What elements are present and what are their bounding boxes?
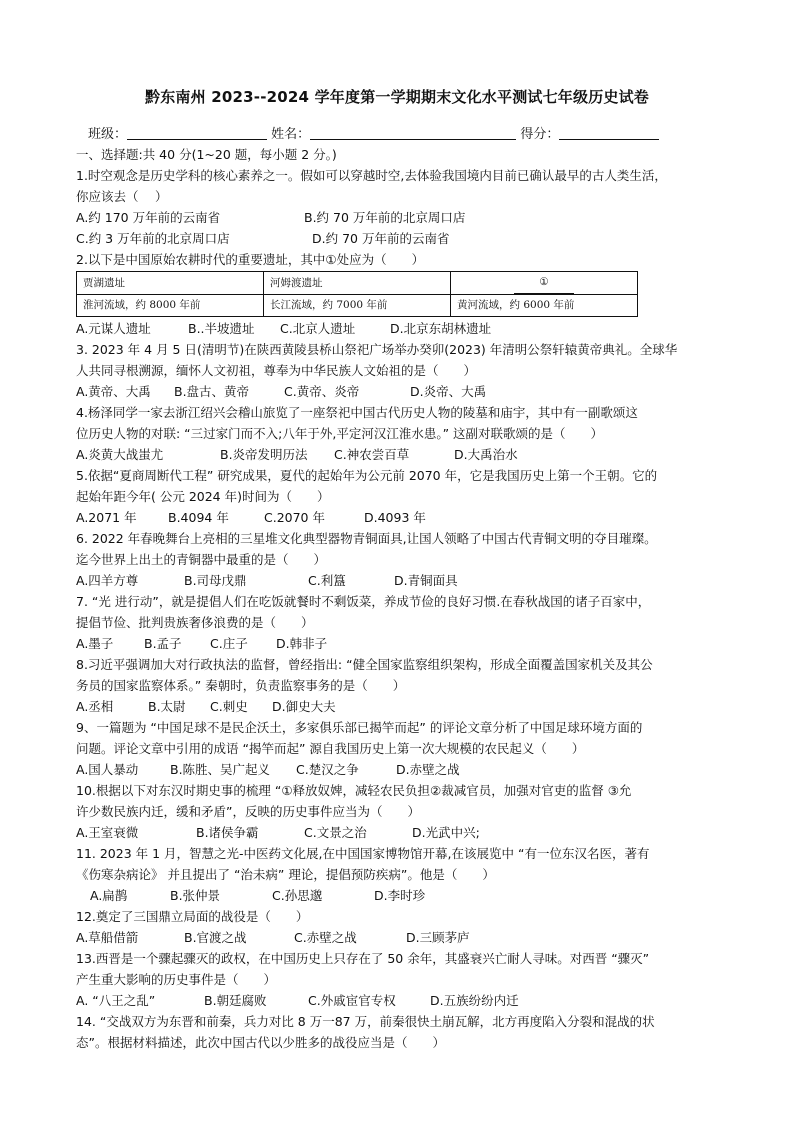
option-row bbox=[76, 381, 724, 402]
name-field[interactable] bbox=[310, 125, 516, 140]
table-cell: 长江流域，约 7000 年前 bbox=[264, 295, 451, 317]
option-d[interactable]: D.光武中兴; bbox=[412, 825, 480, 840]
option-b[interactable]: B.诸侯争霸 bbox=[196, 825, 259, 840]
question-14 bbox=[76, 1011, 724, 1053]
option-c[interactable]: C.文景之治 bbox=[304, 825, 367, 840]
question-text: 10.根据以下对东汉时期史事的梳理 “①释放奴婢，减轻农民负担②裁减官员，加强对官吏的监督 ③允 bbox=[76, 783, 632, 798]
question-text: 问题。评论文章中引用的成语 “揭竿而起” 源自我国历史上第一次大规模的农民起义（ ） bbox=[76, 741, 585, 756]
question-text: 5.依据“夏商周断代工程” 研究成果，夏代的起始年为公元前 2070 年，它是我国历史上第一个王朝。它的 bbox=[76, 468, 658, 483]
question-text: 13.西晋是一个骤起骤灭的政权，在中国历史上只存在了 50 余年，其盛衰兴亡耐人寻味。对西晋 “骤灭” bbox=[76, 951, 650, 966]
option-b[interactable]: B.司母戊鼎 bbox=[184, 573, 247, 588]
student-info-row bbox=[88, 123, 659, 142]
question-text: 4.杨泽同学一家去浙江绍兴会稽山旅览了一座祭祀中国古代历史人物的陵墓和庙宇，其中有一副歌颂这 bbox=[76, 405, 638, 420]
option-b[interactable]: B.孟子 bbox=[144, 636, 182, 651]
question-text: 1.时空观念是历史学科的核心素养之一。假如可以穿越时空,去体验我国境内目前已确认最早的古人类生活， bbox=[76, 168, 667, 183]
option-row bbox=[76, 228, 724, 249]
option-row bbox=[76, 927, 724, 948]
option-d[interactable]: D.赤壁之战 bbox=[396, 762, 460, 777]
option-row bbox=[76, 444, 724, 465]
exam-content bbox=[76, 144, 724, 1053]
sites-table bbox=[76, 271, 638, 317]
option-a[interactable]: A.约 170 万年前的云南省 bbox=[76, 210, 221, 225]
option-c[interactable]: C.刺史 bbox=[210, 699, 248, 714]
question-4 bbox=[76, 402, 724, 465]
section-heading: 一、选择题:共 40 分(1~20 题，每小题 2 分。) bbox=[76, 147, 337, 162]
option-d[interactable]: D.御史大夫 bbox=[272, 699, 336, 714]
option-c[interactable]: C.赤壁之战 bbox=[294, 930, 357, 945]
option-d[interactable]: D.五族纷纷内迁 bbox=[430, 993, 519, 1008]
option-row bbox=[76, 696, 724, 717]
option-c[interactable]: C.孙思邈 bbox=[272, 888, 323, 903]
question-7 bbox=[76, 591, 724, 654]
option-c[interactable]: C.约 3 万年前的北京周口店 bbox=[76, 231, 230, 246]
option-b[interactable]: B.约 70 万年前的北京周口店 bbox=[304, 210, 466, 225]
name-label: 姓名： bbox=[271, 127, 311, 142]
option-a[interactable]: A. “八王之乱” bbox=[76, 993, 156, 1008]
table-cell: 淮河流域，约 8000 年前 bbox=[77, 295, 264, 317]
table-cell: 黄河流域，约 6000 年前 bbox=[451, 295, 638, 317]
option-row bbox=[76, 885, 724, 906]
option-c[interactable]: C.楚汉之争 bbox=[296, 762, 359, 777]
question-text: 位历史人物的对联: “三过家门而不入;八年于外,平定河汉江淮水患。” 这副对联歌颂的是（ ） bbox=[76, 426, 604, 441]
question-8 bbox=[76, 654, 724, 717]
question-11 bbox=[76, 843, 724, 906]
option-d[interactable]: D.炎帝、大禹 bbox=[410, 384, 487, 399]
question-2 bbox=[76, 249, 724, 339]
question-text: 态”。根据材料描述，此次中国古代以少胜多的战役应当是（ ） bbox=[76, 1035, 445, 1050]
option-c[interactable]: C.利簋 bbox=[308, 573, 346, 588]
table-cell-blank bbox=[451, 272, 638, 295]
question-text: 迄今世界上出土的青铜器中最重的是（ ） bbox=[76, 552, 327, 567]
table-cell: 河姆渡遗址 bbox=[264, 272, 451, 295]
option-d[interactable]: D.青铜面具 bbox=[394, 573, 458, 588]
question-text: 2.以下是中国原始农耕时代的重要遗址，其中①处应为（ ） bbox=[76, 252, 425, 267]
question-6 bbox=[76, 528, 724, 591]
question-text: 14. “交战双方为东晋和前秦，兵力对比 8 万一87 万，前秦很快土崩瓦解，北方再度陷入分裂和混战的状 bbox=[76, 1014, 655, 1029]
option-c[interactable]: C.2070 年 bbox=[264, 510, 325, 525]
question-text: 务员的国家监察体系。” 秦朝时，负责监察事务的是（ ） bbox=[76, 678, 406, 693]
question-text: 许少数民族内迁，缓和矛盾”，反映的历史事件应当为（ ） bbox=[76, 804, 420, 819]
question-12 bbox=[76, 906, 724, 948]
question-text: 8.习近平强调加大对行政执法的监督，曾经指出: “健全国家监察组织架构，形成全面覆盖国家机关及其公 bbox=[76, 657, 653, 672]
option-b[interactable]: B..半坡遗址 bbox=[188, 321, 255, 336]
option-a[interactable]: A.丞相 bbox=[76, 699, 114, 714]
question-text: 产生重大影响的历史事件是（ ） bbox=[76, 972, 277, 987]
question-text: 你应该去（ ） bbox=[76, 189, 168, 204]
option-a[interactable]: A.2071 年 bbox=[76, 510, 137, 525]
option-d[interactable]: D.约 70 万年前的云南省 bbox=[312, 231, 450, 246]
question-text: 起始年距今年( 公元 2024 年)时间为（ ） bbox=[76, 489, 330, 504]
option-c[interactable]: C.黄帝、炎帝 bbox=[284, 384, 360, 399]
option-d[interactable]: D.李时珍 bbox=[374, 888, 426, 903]
option-row bbox=[76, 990, 724, 1011]
option-d[interactable]: D.大禹治水 bbox=[454, 447, 518, 462]
option-a[interactable]: A.王室衰微 bbox=[76, 825, 139, 840]
option-row bbox=[76, 207, 724, 228]
option-row bbox=[76, 633, 724, 654]
option-b[interactable]: B.4094 年 bbox=[168, 510, 229, 525]
option-c[interactable]: C.北京人遗址 bbox=[280, 321, 356, 336]
option-a[interactable]: A.墨子 bbox=[76, 636, 114, 651]
option-row bbox=[76, 318, 724, 339]
option-a[interactable]: A.扁鹊 bbox=[90, 888, 128, 903]
question-text: 6. 2022 年春晚舞台上亮相的三星堆文化典型器物青铜面具,让国人领略了中国古代青铜文明的夺目璀璨。 bbox=[76, 531, 657, 546]
question-13 bbox=[76, 948, 724, 1011]
question-5 bbox=[76, 465, 724, 528]
question-text: 9、一篇题为 “中国足球不是民企沃土，多家俱乐部已揭竿而起” 的评论文章分析了中国足球环境方面的 bbox=[76, 720, 643, 735]
option-b[interactable]: B.朝廷腐败 bbox=[204, 993, 267, 1008]
option-b[interactable]: B.太尉 bbox=[148, 699, 186, 714]
table-cell: 贾湖遗址 bbox=[77, 272, 264, 295]
question-text: 人共同寻根溯源，缅怀人文初祖，尊奉为中华民族人文始祖的是（ ） bbox=[76, 363, 477, 378]
option-a[interactable]: A.黄帝、大禹 bbox=[76, 384, 151, 399]
option-row bbox=[76, 822, 724, 843]
option-c[interactable]: C.外戚宦官专权 bbox=[308, 993, 396, 1008]
exam-title: 黔东南州 2023--2024 学年度第一学期期末文化水平测试七年级历史试卷 bbox=[145, 88, 649, 106]
question-text: 12.奠定了三国鼎立局面的战役是（ ） bbox=[76, 909, 309, 924]
option-a[interactable]: A.炎黄大战蚩尤 bbox=[76, 447, 164, 462]
class-field[interactable] bbox=[127, 125, 267, 140]
question-text: 《伤寒杂病论》 并且提出了 “治未病” 理论，提倡预防疾病”。他是（ ） bbox=[76, 867, 495, 882]
option-row bbox=[76, 570, 724, 591]
option-b[interactable]: B.官渡之战 bbox=[184, 930, 247, 945]
option-c[interactable]: C.神农尝百草 bbox=[334, 447, 410, 462]
option-row bbox=[76, 507, 724, 528]
question-3 bbox=[76, 339, 724, 402]
question-9 bbox=[76, 717, 724, 780]
score-field[interactable] bbox=[559, 125, 659, 140]
option-d[interactable]: D.北京东胡林遗址 bbox=[390, 321, 492, 336]
option-b[interactable]: B.陈胜、吴广起义 bbox=[170, 762, 271, 777]
option-a[interactable]: A.四羊方尊 bbox=[76, 573, 139, 588]
option-a[interactable]: A.草船借箭 bbox=[76, 930, 139, 945]
option-b[interactable]: B.炎帝发明历法 bbox=[220, 447, 308, 462]
class-label: 班级： bbox=[88, 127, 128, 142]
blank-marker: ① bbox=[514, 272, 574, 294]
table-row bbox=[77, 295, 638, 317]
table-row bbox=[77, 272, 638, 295]
question-10 bbox=[76, 780, 724, 843]
option-d[interactable]: D.三顾茅庐 bbox=[406, 930, 470, 945]
question-1 bbox=[76, 165, 724, 249]
option-b[interactable]: B.盘古、黄帝 bbox=[174, 384, 250, 399]
score-label: 得分： bbox=[520, 127, 560, 142]
option-d[interactable]: D.韩非子 bbox=[276, 636, 328, 651]
question-text: 提倡节俭、批判贵族奢侈浪费的是（ ） bbox=[76, 615, 314, 630]
option-c[interactable]: C.庄子 bbox=[210, 636, 248, 651]
question-text: 3. 2023 年 4 月 5 日(清明节)在陕西黄陵县桥山祭祀广场举办癸卯(2023) 年清明公祭轩辕黄帝典礼。全球华 bbox=[76, 342, 678, 357]
option-b[interactable]: B.张仲景 bbox=[170, 888, 221, 903]
option-a[interactable]: A.国人暴动 bbox=[76, 762, 139, 777]
question-text: 11. 2023 年 1 月，智慧之光-中医药文化展,在中国国家博物馆开幕,在该展览中 “有一位东汉名医，著有 bbox=[76, 846, 650, 861]
option-d[interactable]: D.4093 年 bbox=[364, 510, 426, 525]
option-row bbox=[76, 759, 724, 780]
question-text: 7. “光 进行动”，就是提倡人们在吃饭就餐时不剩饭菜，养成节俭的良好习惯.在春秋战国的诸子百家中， bbox=[76, 594, 651, 609]
option-a[interactable]: A.元谋人遗址 bbox=[76, 321, 151, 336]
